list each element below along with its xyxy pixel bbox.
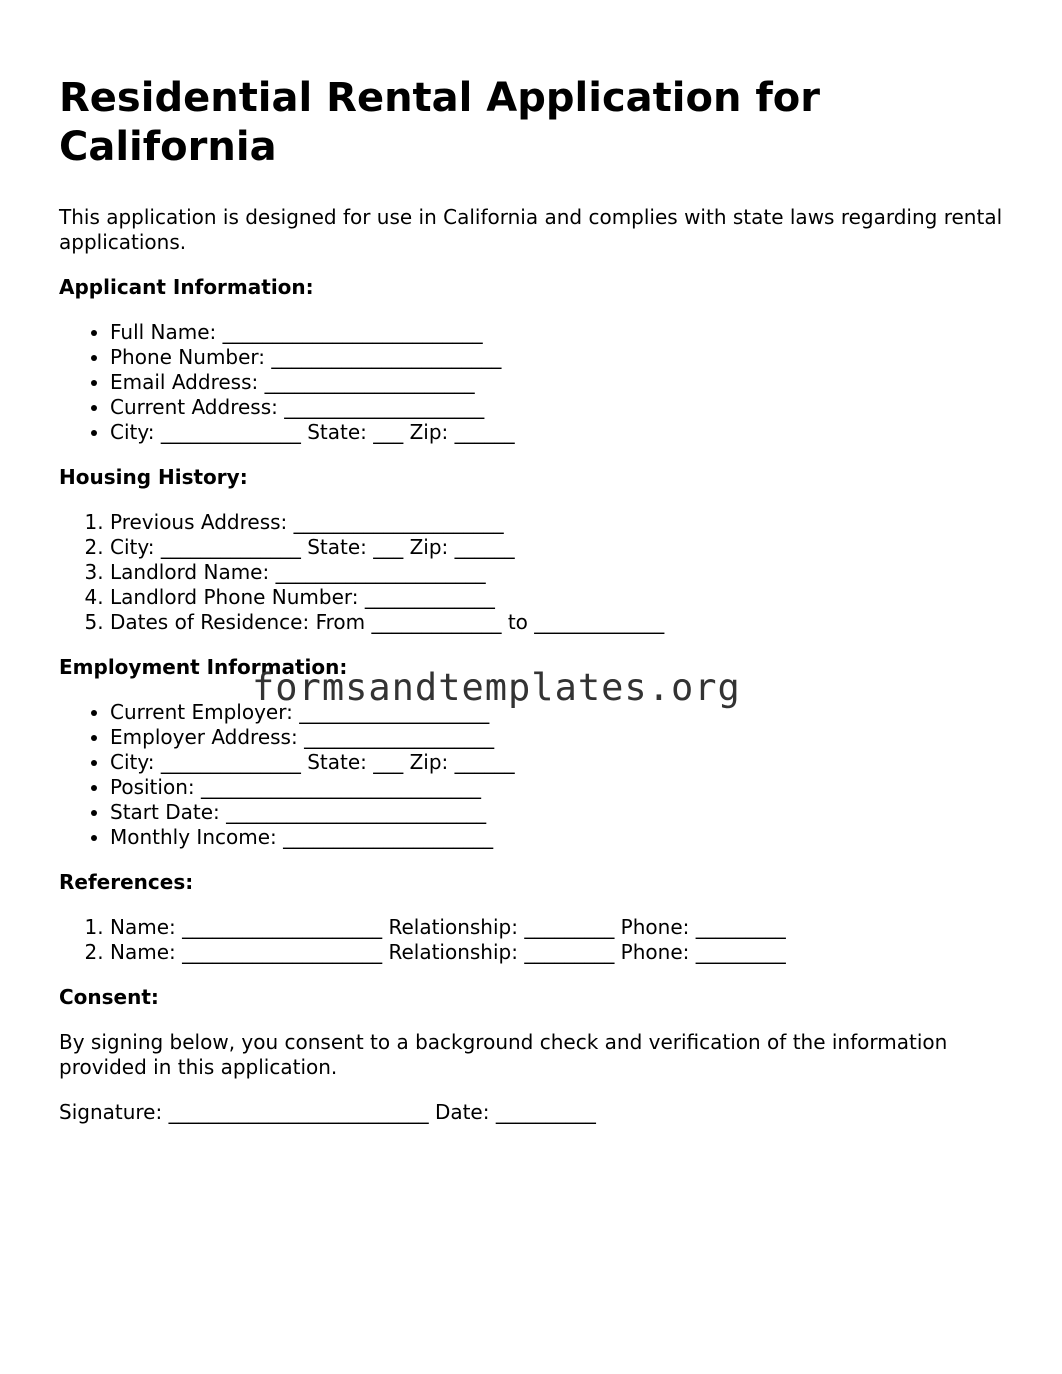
consent-paragraph: By signing below, you consent to a background check and verification of the information provided in this application. bbox=[59, 1030, 948, 1079]
page-title: Residential Rental Application for California bbox=[59, 75, 820, 170]
reference-2-field: 2. Name: ____________________ Relationship: _________ Phone: _________ bbox=[110, 940, 1009, 965]
employment-field-list bbox=[59, 700, 1009, 850]
housing-dates-of-residence-field: 5. Dates of Residence: From _____________ to _____________ bbox=[110, 610, 1009, 635]
employment-monthly-income-field: • Monthly Income: _____________________ bbox=[110, 825, 1009, 850]
housing-landlord-name-field: 3. Landlord Name: _____________________ bbox=[110, 560, 1009, 585]
housing-previous-address-field: 1. Previous Address: _____________________ bbox=[110, 510, 1009, 535]
document-page bbox=[59, 74, 1009, 1125]
signature-date-line: Signature: __________________________ Date: __________ bbox=[59, 1100, 596, 1124]
intro-paragraph: This application is designed for use in California and complies with state laws regarding rental applications. bbox=[59, 205, 1003, 254]
applicant-field-list bbox=[59, 320, 1009, 445]
references-field-list bbox=[59, 915, 1009, 965]
applicant-current-address-field: • Current Address: ____________________ bbox=[110, 395, 1009, 420]
housing-city-state-zip-field: 2. City: ______________ State: ___ Zip: ______ bbox=[110, 535, 1009, 560]
applicant-city-state-zip-field: • City: ______________ State: ___ Zip: ______ bbox=[110, 420, 1009, 445]
housing-field-list bbox=[59, 510, 1009, 635]
consent-section-heading: Consent: bbox=[59, 985, 159, 1009]
applicant-section-heading: Applicant Information: bbox=[59, 275, 314, 299]
employment-position-field: • Position: ____________________________ bbox=[110, 775, 1009, 800]
employment-current-employer-field: • Current Employer: ___________________ bbox=[110, 700, 1009, 725]
applicant-full-name-field: • Full Name: __________________________ bbox=[110, 320, 1009, 345]
employment-section-heading: Employment Information: bbox=[59, 655, 348, 679]
employment-employer-address-field: • Employer Address: ___________________ bbox=[110, 725, 1009, 750]
applicant-phone-field: • Phone Number: _______________________ bbox=[110, 345, 1009, 370]
employment-start-date-field: • Start Date: __________________________ bbox=[110, 800, 1009, 825]
references-section-heading: References: bbox=[59, 870, 194, 894]
applicant-email-field: • Email Address: _____________________ bbox=[110, 370, 1009, 395]
reference-1-field: 1. Name: ____________________ Relationship: _________ Phone: _________ bbox=[110, 915, 1009, 940]
employment-city-state-zip-field: • City: ______________ State: ___ Zip: ______ bbox=[110, 750, 1009, 775]
housing-landlord-phone-field: 4. Landlord Phone Number: _____________ bbox=[110, 585, 1009, 610]
housing-section-heading: Housing History: bbox=[59, 465, 248, 489]
watermark: formsandtemplates.org bbox=[252, 666, 741, 709]
